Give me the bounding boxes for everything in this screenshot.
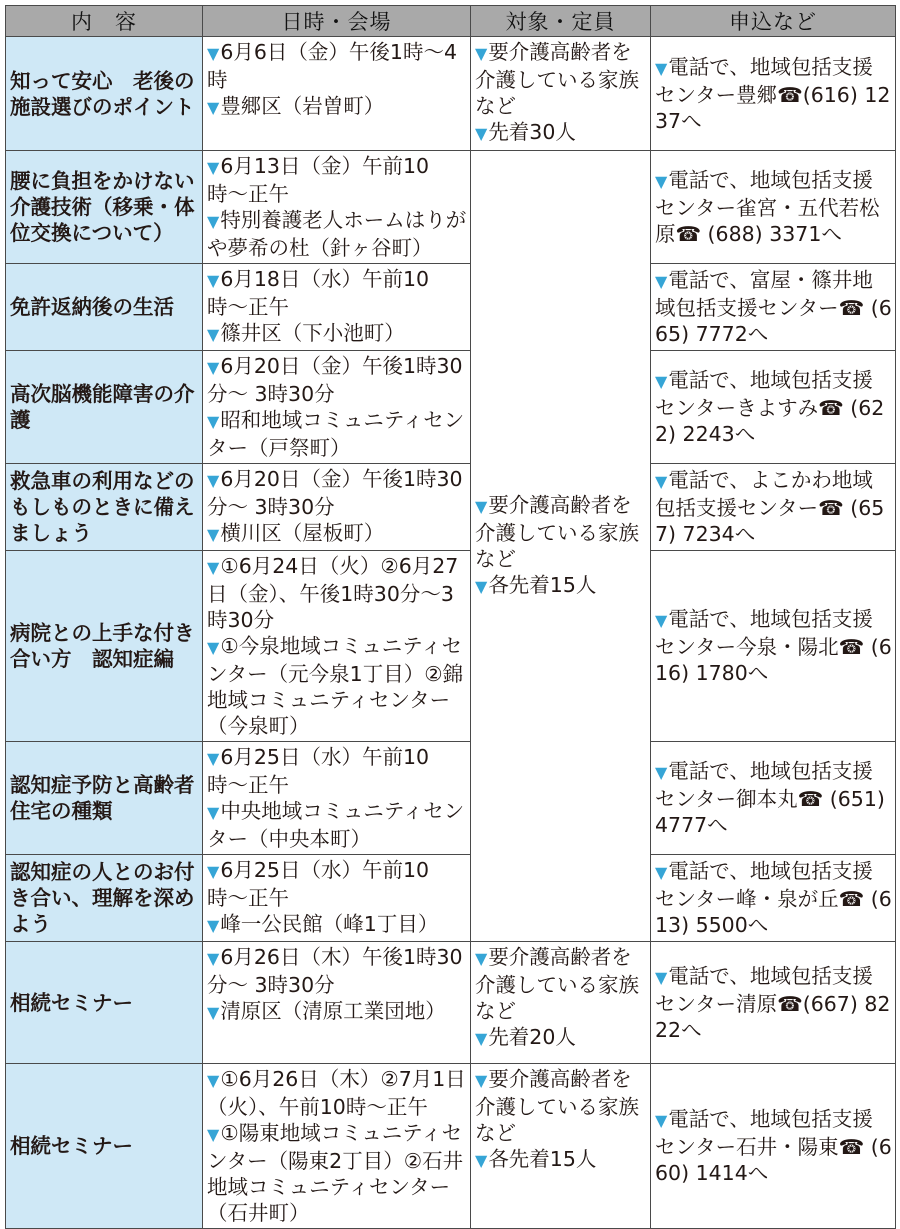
event-title: 知って安心 老後の施設選びのポイント [6,37,203,151]
event-application [651,1064,896,1229]
event-capacity [475,119,647,147]
event-application [651,351,896,464]
bullet-triangle-icon: ▼ [207,358,220,377]
event-venue [207,633,467,739]
bullet-triangle-icon: ▼ [207,525,220,544]
bullet-triangle-icon: ▼ [207,44,220,63]
event-apply [655,367,892,447]
event-datetime-text: 6月20日（金）午後1時30分〜 3時30分 [207,467,463,519]
bullet-triangle-icon: ▼ [475,1071,488,1090]
table-row [6,742,896,855]
bullet-triangle-icon: ▼ [655,863,668,882]
bullet-triangle-icon: ▼ [207,271,220,290]
event-capacity-text: 先着30人 [488,120,576,144]
bullet-triangle-icon: ▼ [475,949,488,968]
event-application [651,551,896,742]
event-datetime-venue [203,942,471,1064]
event-application [651,151,896,264]
event-apply-text: 電話で、地域包括支援センター清原☎(667) 8222へ [655,963,891,1042]
event-datetime-text: 6月13日（金）午前10時〜正午 [207,154,430,206]
event-venue [207,407,467,461]
bullet-triangle-icon: ▼ [475,577,488,596]
bullet-triangle-icon: ▼ [207,749,220,768]
event-datetime [207,1066,467,1120]
event-application [651,464,896,551]
event-apply-text: 電話で、地域包括支援センターきよすみ☎ (622) 2243へ [655,368,885,446]
bullet-triangle-icon: ▼ [207,325,220,344]
event-apply-text: 電話で、地域包括支援センター石井・陽東☎ (660) 1414へ [655,1107,892,1185]
event-datetime-venue [203,855,471,942]
event-apply [655,963,892,1043]
event-apply-text: 電話で、地域包括支援センター御本丸☎ (651) 4777へ [655,759,885,837]
event-venue-text: 中央地域コミュニティセンター（中央本町） [207,799,465,851]
event-capacity [475,572,647,600]
event-target [475,1066,647,1146]
bullet-triangle-icon: ▼ [475,1151,488,1170]
event-target [475,492,647,572]
event-datetime-text: ①6月26日（木）②7月1日（火）、午前10時〜正午 [207,1067,466,1119]
event-capacity-text: 先着20人 [488,1025,576,1049]
event-datetime-text: 6月20日（金）午後1時30分〜 3時30分 [207,354,463,406]
event-datetime-text: 6月25日（水）午前10時〜正午 [207,858,430,910]
event-apply-text: 電話で、地域包括支援センター豊郷☎(616) 1237へ [655,54,891,133]
table-row [6,264,896,351]
event-target [475,39,647,119]
event-target-text: 要介護高齢者を介護している家族など [475,40,639,118]
table-row [6,855,896,942]
header-datetime-venue: 日時・会場 [203,6,471,37]
table-row [6,37,896,151]
event-target-capacity [471,37,651,151]
bullet-triangle-icon: ▼ [207,949,220,968]
event-datetime-text: 6月6日（金）午後1時〜4時 [207,40,457,92]
bullet-triangle-icon: ▼ [475,1029,488,1048]
event-venue-text: 清原区（清原工業団地） [220,999,446,1023]
header-target-capacity: 対象・定員 [471,6,651,37]
bullet-triangle-icon: ▼ [475,497,488,516]
event-target [475,944,647,1024]
event-title: 救急車の利用などのもしものときに備えましょう [6,464,203,551]
event-venue-text: 豊郷区（岩曽町） [220,94,385,118]
event-capacity [475,1024,647,1052]
event-title: 相続セミナー [6,1064,203,1229]
header-content: 内 容 [6,6,203,37]
event-venue [207,520,467,548]
event-venue-text: 篠井区（下小池町） [220,321,405,345]
event-apply [655,758,892,838]
event-title: 腰に負担をかけない介護技術（移乗・体位交換について） [6,151,203,264]
bullet-triangle-icon: ▼ [655,372,668,391]
event-apply-text: 電話で、よこかわ地域包括支援センター☎ (657) 7234へ [655,468,885,546]
event-datetime-venue [203,151,471,264]
bullet-triangle-icon: ▼ [207,212,220,231]
event-apply [655,267,892,347]
bullet-triangle-icon: ▼ [207,638,220,657]
event-capacity-text: 各先着15人 [488,1147,597,1171]
event-apply [655,606,892,686]
event-title: 高次脳機能障害の介護 [6,351,203,464]
event-application [651,37,896,151]
event-datetime-venue [203,37,471,151]
bullet-triangle-icon: ▼ [207,803,220,822]
bullet-triangle-icon: ▼ [207,1071,220,1090]
event-apply-text: 電話で、地域包括支援センター雀宮・五代若松原☎ (688) 3371へ [655,168,880,246]
event-datetime [207,39,467,93]
event-target-text: 要介護高齢者を介護している家族など [475,1067,639,1145]
event-venue-text: 峰一公民館（峰1丁目） [220,912,439,936]
bullet-triangle-icon: ▼ [207,862,220,881]
event-datetime [207,857,467,911]
bullet-triangle-icon: ▼ [207,98,220,117]
event-venue-text: ①陽東地域コミュニティセンター（陽東2丁目）②石井地域コミュニティセンター（石井町） [207,1121,464,1225]
bullet-triangle-icon: ▼ [207,916,220,935]
bullet-triangle-icon: ▼ [655,172,668,191]
event-venue [207,998,467,1026]
event-target-capacity [471,942,651,1064]
event-datetime-venue [203,551,471,742]
bullet-triangle-icon: ▼ [475,44,488,63]
event-datetime-text: 6月25日（水）午前10時〜正午 [207,745,430,797]
event-venue-text: 昭和地域コミュニティセンター（戸祭町） [207,408,465,460]
event-datetime [207,553,467,633]
event-apply [655,858,892,938]
header-application: 申込など [651,6,896,37]
event-datetime-venue [203,464,471,551]
event-datetime-text: 6月26日（木）午後1時30分〜 3時30分 [207,945,463,997]
event-datetime-text: ①6月24日（火）②6月27日（金）、午後1時30分〜3時30分 [207,554,459,632]
event-datetime [207,153,467,207]
event-capacity [475,1146,647,1174]
table-row [6,351,896,464]
table-row [6,464,896,551]
event-application [651,742,896,855]
event-apply [655,54,892,134]
header-row [6,6,896,37]
event-target-capacity [471,151,651,942]
event-apply-text: 電話で、地域包括支援センター今泉・陽北☎ (616) 1780へ [655,607,892,685]
bullet-triangle-icon: ▼ [655,967,668,987]
bullet-triangle-icon: ▼ [655,763,668,782]
event-datetime [207,466,467,520]
event-title: 病院との上手な付き合い方 認知症編 [6,551,203,742]
table-row [6,551,896,742]
event-application [651,855,896,942]
event-apply [655,467,892,547]
event-application [651,264,896,351]
bullet-triangle-icon: ▼ [207,558,220,577]
event-datetime [207,944,467,998]
event-datetime-venue [203,1064,471,1229]
event-capacity-text: 各先着15人 [488,573,597,597]
event-venue [207,1120,467,1226]
bullet-triangle-icon: ▼ [207,158,220,177]
bullet-triangle-icon: ▼ [475,124,488,143]
bullet-triangle-icon: ▼ [207,412,220,431]
event-venue [207,911,467,939]
event-target-text: 要介護高齢者を介護している家族など [475,945,639,1023]
event-title: 認知症予防と高齢者住宅の種類 [6,742,203,855]
event-apply-text: 電話で、地域包括支援センター峰・泉が丘☎ (613) 5500へ [655,859,892,937]
bullet-triangle-icon: ▼ [655,472,668,491]
event-target-text: 要介護高齢者を介護している家族など [475,493,639,571]
bullet-triangle-icon: ▼ [207,1003,220,1022]
event-venue [207,93,467,121]
bullet-triangle-icon: ▼ [655,1111,668,1130]
bullet-triangle-icon: ▼ [655,58,668,78]
event-apply [655,1106,892,1186]
table-body [6,37,896,1229]
event-table [5,5,896,1229]
bullet-triangle-icon: ▼ [655,272,668,291]
bullet-triangle-icon: ▼ [207,471,220,490]
event-datetime-venue [203,742,471,855]
event-apply-text: 電話で、富屋・篠井地域包括支援センター☎ (665) 7772へ [655,268,892,346]
event-datetime-venue [203,264,471,351]
event-apply [655,167,892,247]
table-row [6,1064,896,1229]
event-title: 認知症の人とのお付き合い、理解を深めよう [6,855,203,942]
event-venue [207,320,467,348]
event-venue [207,798,467,852]
table-row [6,151,896,264]
event-datetime [207,266,467,320]
event-application [651,942,896,1064]
event-datetime-venue [203,351,471,464]
table-row [6,942,896,1064]
event-venue-text: 横川区（屋板町） [220,521,385,545]
event-venue-text: ①今泉地域コミュニティセンター（元今泉1丁目）②錦地域コミュニティセンター（今泉町） [207,634,464,738]
bullet-triangle-icon: ▼ [207,1125,220,1144]
bullet-triangle-icon: ▼ [655,611,668,630]
event-datetime-text: 6月18日（水）午前10時〜正午 [207,267,430,319]
event-datetime [207,744,467,798]
event-datetime [207,353,467,407]
event-venue-text: 特別養護老人ホームはりがや夢希の杜（針ヶ谷町） [207,208,467,260]
event-target-capacity [471,1064,651,1229]
event-venue [207,207,467,261]
event-title: 免許返納後の生活 [6,264,203,351]
event-title: 相続セミナー [6,942,203,1064]
